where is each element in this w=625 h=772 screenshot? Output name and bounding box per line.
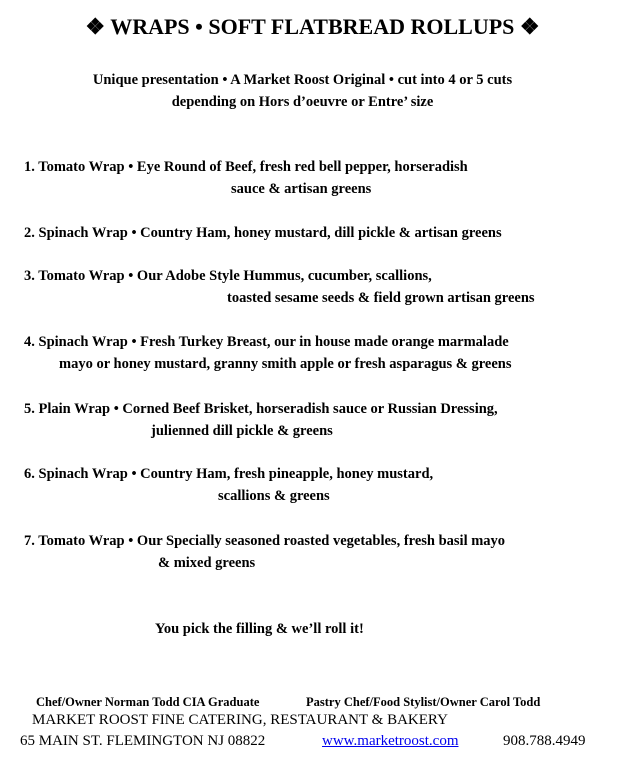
subtitle-line-1: Unique presentation • A Market Roost Original • cut into 4 or 5 cuts <box>92 72 513 88</box>
item-1-line-1: 1. Tomato Wrap • Eye Round of Beef, fresh red bell pepper, horseradish <box>24 159 468 175</box>
item-3-line-2: toasted sesame seeds & field grown artisan greens <box>227 290 535 306</box>
tagline: You pick the filling & we’ll roll it! <box>155 621 364 637</box>
item-2-line-1: 2. Spinach Wrap • Country Ham, honey mustard, dill pickle & artisan greens <box>24 225 502 241</box>
subtitle-line-2: depending on Hors d’oeuvre or Entre’ size <box>171 94 434 110</box>
item-4-line-1: 4. Spinach Wrap • Fresh Turkey Breast, our in house made orange marmalade <box>24 334 509 350</box>
item-6-line-1: 6. Spinach Wrap • Country Ham, fresh pineapple, honey mustard, <box>24 466 434 482</box>
phone-number: 908.788.4949 <box>503 733 586 749</box>
website-link[interactable]: www.marketroost.com <box>322 733 459 749</box>
item-7-line-2: & mixed greens <box>158 555 256 571</box>
item-4-line-2: mayo or honey mustard, granny smith apple or fresh asparagus & greens <box>59 356 512 372</box>
chef-credit: Chef/Owner Norman Todd CIA Graduate <box>36 695 260 709</box>
item-1-line-2: sauce & artisan greens <box>231 181 372 197</box>
page-title: ❖ WRAPS • SOFT FLATBREAD ROLLUPS ❖ <box>85 14 540 39</box>
item-5-line-1: 5. Plain Wrap • Corned Beef Brisket, horseradish sauce or Russian Dressing, <box>24 401 498 417</box>
pastry-chef-credit: Pastry Chef/Food Stylist/Owner Carol Todd <box>306 695 541 709</box>
item-6-line-2: scallions & greens <box>218 488 330 504</box>
address: 65 MAIN ST. FLEMINGTON NJ 08822 <box>20 733 266 749</box>
company-name: MARKET ROOST FINE CATERING, RESTAURANT & BAKERY <box>32 712 448 728</box>
item-7-line-1: 7. Tomato Wrap • Our Specially seasoned roasted vegetables, fresh basil mayo <box>24 533 506 549</box>
item-5-line-2: julienned dill pickle & greens <box>151 423 333 439</box>
item-3-line-1: 3. Tomato Wrap • Our Adobe Style Hummus, cucumber, scallions, <box>24 268 432 284</box>
